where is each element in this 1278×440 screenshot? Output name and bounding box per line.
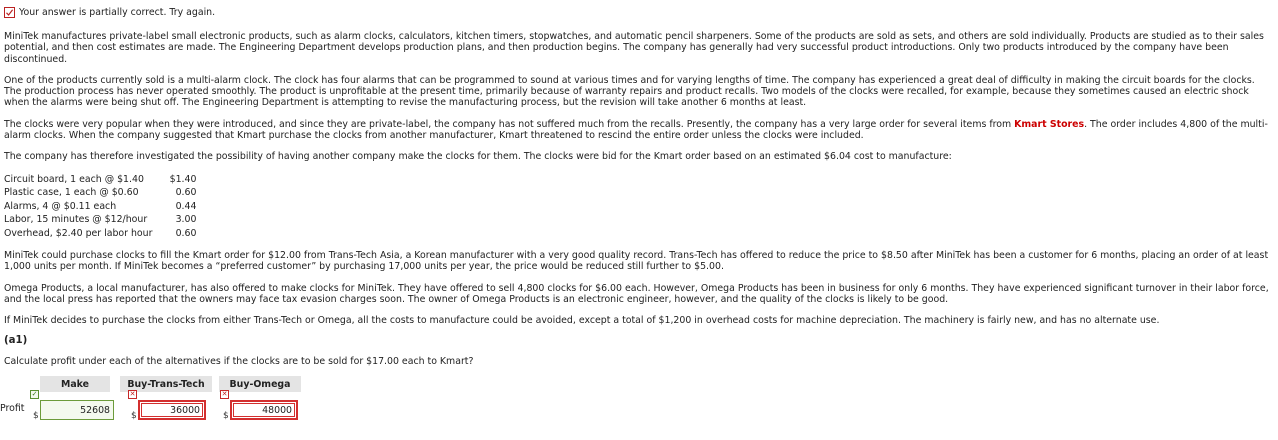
profit-omega-input[interactable] [230, 400, 298, 420]
currency-symbol: $ [223, 411, 229, 421]
currency-symbol: $ [33, 411, 39, 421]
cost-amount: $1.40 [169, 173, 197, 185]
paragraph-bid: The company has therefore investigated the possibility of having another company make the clocks for them. The clocks were bid for the Kmart order based on an estimated $6.04 cost to manufacture: [4, 151, 952, 163]
x-icon: ✕ [221, 390, 228, 398]
profit-row-label: Profit [0, 403, 25, 414]
paragraph-avoidable: If MiniTek decides to purchase the clocks from either Trans-Tech or Omega, all the costs to manufacture could be avoided, except a total of $1,200 in overhead costs for machine depreciation. The machinery is fairly new, and has no alternate use. [4, 315, 1160, 327]
input-value: 48000 [233, 403, 295, 417]
column-header-buy-omega: Buy-Omega [219, 376, 301, 392]
profit-trans-tech-input[interactable] [138, 400, 206, 420]
paragraph-trans-tech: MiniTek could purchase clocks to fill the Kmart order for $12.00 from Trans-Tech Asia, a Korean manufacturer with a very good quality record. Trans-Tech has offered to reduce the price to $8.50 after MiniTek has been a customer for 6 months, placing an order of at least 1,000 units per month. If MiniTek becomes a “preferred customer” by purchasing 17,000 units per year, the price would be reduced still further to $5.00. [4, 250, 1269, 273]
cost-amount: 0.60 [175, 227, 197, 239]
cost-amount: 3.00 [175, 214, 197, 226]
input-value: 36000 [141, 403, 203, 417]
profit-make-input[interactable]: 52608 [40, 400, 114, 420]
column-header-make: Make [40, 376, 110, 392]
paragraph-omega: Omega Products, a local manufacturer, has also offered to make clocks for MiniTek. They have offered to sell 4,800 clocks for $6.00 each. However, Omega Products has been in business for only 6 months. They have experienced significant turnover in their labor force, and the local press has reported that the owners may face tax evasion charges soon. The owner of Omega Products is an electronic engineer, however, and the quality of the clocks is likely to be good. [4, 282, 1269, 306]
order-text-end: . The order includes 4,800 of the multi-alarm clocks. When the company suggested that Kmart purchase the clocks from another manufacturer, Kmart threatened to rescind the entire order unless the clocks were included. [4, 118, 1268, 142]
column-header-buy-trans-tech: Buy-Trans-Tech [120, 376, 212, 392]
paragraph-product: One of the products currently sold is a multi-alarm clock. The clock has four alarms that can be programmed to sound at various times and for varying lengths of time. The company has experienced a great deal of difficulty in making the circuit boards for the clocks. The production process has never operated smoothly. The product is unprofitable at the present time, primarily because of warranty repairs and product recalls. Two models of the clocks were recalled, for example, because they sometimes caused an electric shock when the alarms were being shut off. The Engineering Department is attempting to revise the manufacturing process, but the revision will take another 6 months at least. [4, 74, 1255, 109]
cost-table [4, 174, 196, 242]
cost-label: Overhead, $2.40 per labor hour [4, 227, 153, 239]
question-container [4, 5, 1272, 367]
cost-row [4, 174, 196, 188]
cost-amount: 0.44 [175, 200, 197, 212]
cost-label: Labor, 15 minutes @ $12/hour [4, 214, 148, 226]
cost-label: Alarms, 4 @ $0.11 each [4, 200, 117, 212]
paragraph-intro: MiniTek manufactures private-label small electronic products, such as alarm clocks, calculators, kitchen timers, stopwatches, and automatic pencil sharpeners. Some of the products are sold as sets, and others are sold individually. Products are studied as to their sales potential, and then cost estimates are made. The Engineering Department develops production plans, and then production begins. The company has generally had very successful product introductions. Only two products introduced by the company have been discontinued. [4, 31, 1264, 65]
kmart-link[interactable]: Kmart Stores [1014, 118, 1085, 130]
currency-symbol: $ [131, 411, 137, 421]
cost-amount: 0.60 [175, 187, 197, 199]
part-instruction: Calculate profit under each of the alternatives if the clocks are to be sold for $17.00 each to Kmart? [4, 355, 474, 367]
cost-row [4, 228, 196, 242]
cost-label: Circuit board, 1 each @ $1.40 [4, 173, 144, 185]
paragraph-order [4, 119, 1272, 142]
check-icon: ✓ [31, 390, 38, 398]
answer-status [4, 5, 1272, 19]
cost-row [4, 214, 196, 228]
part-label: (a1) [4, 334, 28, 346]
cost-row [4, 187, 196, 201]
check-icon [4, 7, 15, 18]
cost-row [4, 201, 196, 215]
order-text-start: The clocks were very popular when they were introduced, and since they are private-label, the company has not suffered much from the recalls. Presently, the company has a very large order for several items from [4, 118, 1015, 130]
x-icon: ✕ [129, 390, 136, 398]
cost-label: Plastic case, 1 each @ $0.60 [4, 187, 139, 199]
status-text: Your answer is partially correct. Try again. [19, 6, 216, 18]
